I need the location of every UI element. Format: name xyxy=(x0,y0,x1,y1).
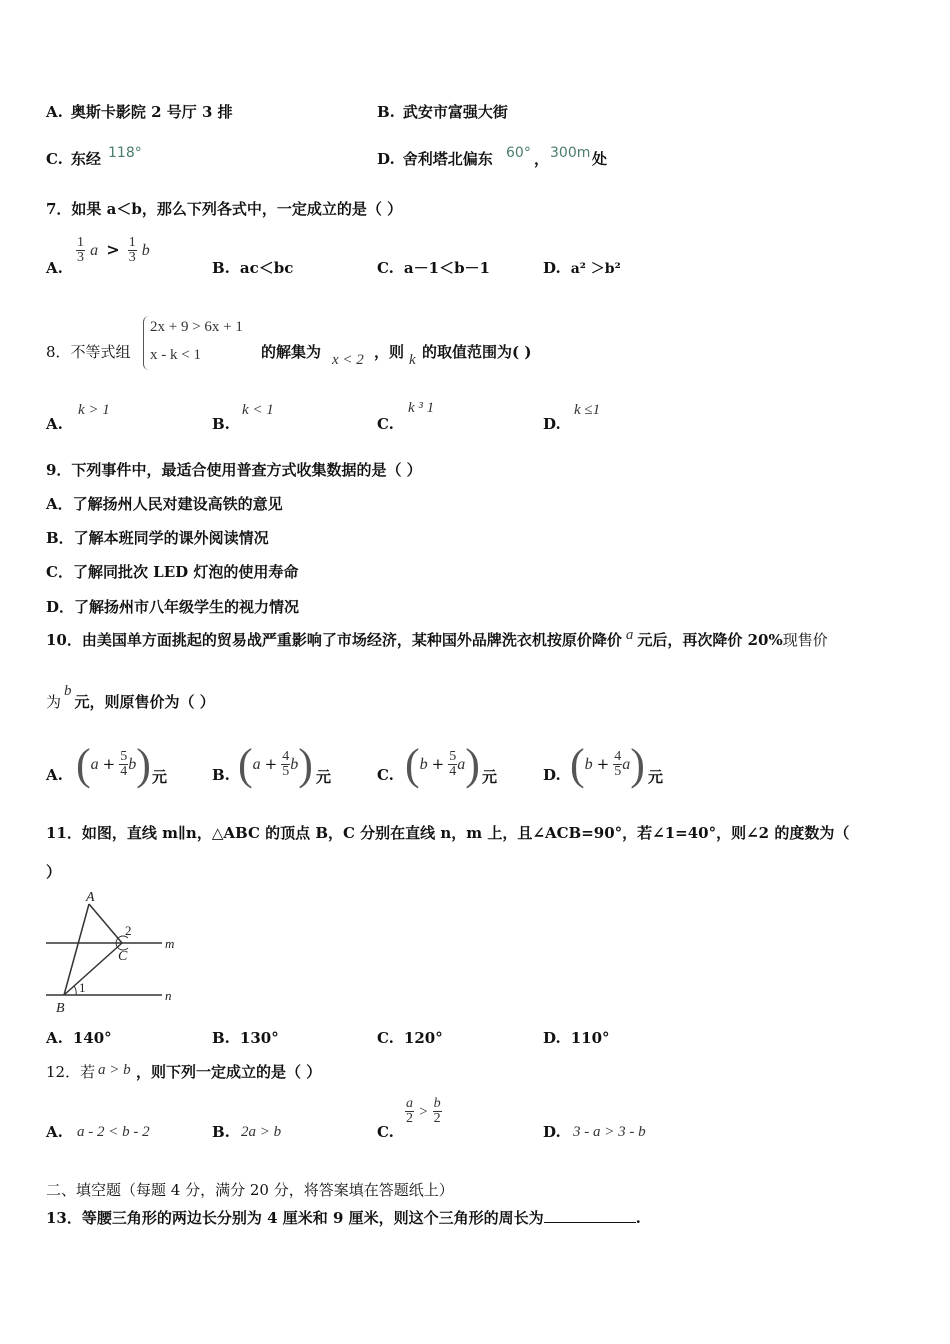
q6-d-suffix: 处 xyxy=(592,150,608,168)
q10-option-c-letter: C. xyxy=(377,766,394,784)
side-bc xyxy=(64,943,122,995)
q11-option-a: A. 140° xyxy=(46,1029,112,1047)
fraction: $\frac{1}{3}$ xyxy=(77,235,84,265)
q6-d-distance: 300m xyxy=(550,145,591,161)
label-c: C xyxy=(118,949,128,964)
q12-option-c-letter: C. xyxy=(377,1123,394,1141)
q10-option-b-expr: (a + $\frac{4}{5}$ b) xyxy=(238,740,313,789)
q9-option-a: A．了解扬州人民对建设高铁的意见 xyxy=(46,495,283,513)
answer-blank[interactable] xyxy=(544,1206,636,1223)
q12-option-d-expr: 3 - a > 3 - b xyxy=(573,1124,646,1140)
q6-option-d: D. 舍利塔北偏东 xyxy=(377,150,493,168)
q8-tail: 的取值范围为( ) xyxy=(422,343,532,361)
q12-post: ，则下列一定成立的是（ ） xyxy=(136,1063,322,1081)
q11-option-d: D. 110° xyxy=(543,1029,610,1047)
q9-option-b: B．了解本班同学的课外阅读情况 xyxy=(46,529,269,547)
fraction: $\frac{5}{4}$ xyxy=(120,749,128,779)
q9-option-c: C．了解同批次 LED 灯泡的使用寿命 xyxy=(46,563,299,581)
fraction: $\frac{a}{2}$ xyxy=(406,1096,413,1126)
q8-var-k: k xyxy=(409,352,416,368)
q12-option-a-expr: a - 2 < b - 2 xyxy=(77,1124,150,1140)
q10-line1: 10．由美国单方面挑起的贸易战严重影响了市场经济，某种国外品牌洗衣机按原价降价 a 元后，再次降价 20%现售价 xyxy=(46,627,828,649)
q8-condition: x < 2 xyxy=(332,352,364,368)
q6-option-a: A. 奥斯卡影院 2 号厅 3 排 xyxy=(46,103,233,121)
section-title: 二、填空题（每题 4 分，满分 20 分，将答案填在答题纸上） xyxy=(46,1181,454,1199)
q8-option-d-expr: k ≤1 xyxy=(574,402,601,418)
q10-option-b-unit: 元 xyxy=(316,768,332,786)
q12-option-b-letter: B. xyxy=(212,1123,230,1141)
fraction: $\frac{4}{5}$ xyxy=(282,749,290,779)
q10-option-d-unit: 元 xyxy=(648,768,664,786)
q8-number: 8．不等式组 xyxy=(46,343,131,361)
q8-mid: 的解集为 xyxy=(261,343,322,361)
fraction: $\frac{1}{3}$ xyxy=(128,235,136,265)
q6-c-value: 118° xyxy=(108,145,142,161)
q12-option-c-expr: $\frac{a}{2}$ > $\frac{b}{2}$ xyxy=(406,1096,441,1126)
q7-option-d: D. a² ＞b² xyxy=(543,259,621,277)
side-ac xyxy=(89,904,122,943)
q10-option-a-expr: (a + $\frac{5}{4}$ b) xyxy=(76,740,151,789)
q12-option-a-letter: A. xyxy=(46,1123,63,1141)
q8-option-c-letter: C. xyxy=(377,415,394,433)
q7-option-b: B. ac＜bc xyxy=(212,259,294,277)
q8-option-d-letter: D. xyxy=(543,415,561,433)
q11-figure xyxy=(44,886,178,1014)
q6-d-sep: ， xyxy=(534,150,550,168)
q12-condition: a > b xyxy=(98,1062,131,1078)
q11-line1: 11．如图，直线 m∥n，△ABC 的顶点 B，C 分别在直线 n，m 上，且∠ACB=90°，若∠1=40°，则∠2 的度数为（ xyxy=(46,824,850,842)
q7-option-c: C. a－1＜b－1 xyxy=(377,259,490,277)
q13-text: 13．等腰三角形的两边长分别为 4 厘米和 9 厘米，则这个三角形的周长为 . xyxy=(46,1206,641,1228)
q8-option-b-letter: B. xyxy=(212,415,230,433)
system-brace xyxy=(143,316,149,370)
q12-option-d-letter: D. xyxy=(543,1123,561,1141)
label-n: n xyxy=(165,988,172,1003)
q10-option-a-letter: A. xyxy=(46,766,63,784)
q8-option-a-expr: k > 1 xyxy=(78,402,110,418)
q9-option-d: D．了解扬州市八年级学生的视力情况 xyxy=(46,598,300,616)
q8-then: ，则 xyxy=(374,343,405,361)
q7-stem: 7．如果 a＜b，那么下列各式中，一定成立的是（ ） xyxy=(46,200,403,218)
q11-option-b: B. 130° xyxy=(212,1029,279,1047)
label-b: B xyxy=(56,1001,65,1014)
q10-option-d-expr: (b + $\frac{4}{5}$ a) xyxy=(570,740,645,789)
q10-option-d-letter: D. xyxy=(543,766,561,784)
q11-option-c: C. 120° xyxy=(377,1029,443,1047)
q8-option-b-expr: k < 1 xyxy=(242,402,274,418)
label-a: A xyxy=(86,890,95,905)
q10-option-c-unit: 元 xyxy=(482,768,498,786)
q12-pre: 12．若 xyxy=(46,1063,96,1081)
q7-option-a-letter: A. xyxy=(46,259,63,277)
label-angle-2: 2 xyxy=(125,923,132,938)
fraction: $\frac{5}{4}$ xyxy=(449,749,457,779)
fraction: $\frac{b}{2}$ xyxy=(433,1096,441,1126)
q8-option-a-letter: A. xyxy=(46,415,63,433)
label-m: m xyxy=(165,936,175,951)
q10-option-b-letter: B. xyxy=(212,766,230,784)
q10-line2: 为b元，则原售价为（ ） xyxy=(46,683,215,711)
fraction: $\frac{4}{5}$ xyxy=(614,749,622,779)
q11-line2: ） xyxy=(46,863,62,881)
q10-option-c-expr: (b + $\frac{5}{4}$ a) xyxy=(405,740,480,789)
q6-option-b: B. 武安市富强大街 xyxy=(377,103,508,121)
q9-stem: 9．下列事件中，最适合使用普查方式收集数据的是（ ） xyxy=(46,461,422,479)
q8-option-c-expr: k ³ 1 xyxy=(408,400,435,416)
q10-option-a-unit: 元 xyxy=(152,768,168,786)
q12-option-b-expr: 2a > b xyxy=(241,1124,282,1140)
angle-1-arc xyxy=(74,986,76,995)
q6-option-c: C. 东经 xyxy=(46,150,101,168)
label-angle-1: 1 xyxy=(79,980,86,995)
q8-system-line1: 2x + 9 > 6x + 1 xyxy=(150,319,243,335)
q7-option-a-expr: $\frac{1}{3}$ a > $\frac{1}{3}$ b xyxy=(77,235,150,265)
q8-system-line2: x - k < 1 xyxy=(150,347,201,363)
q6-d-angle: 60° xyxy=(506,145,531,161)
